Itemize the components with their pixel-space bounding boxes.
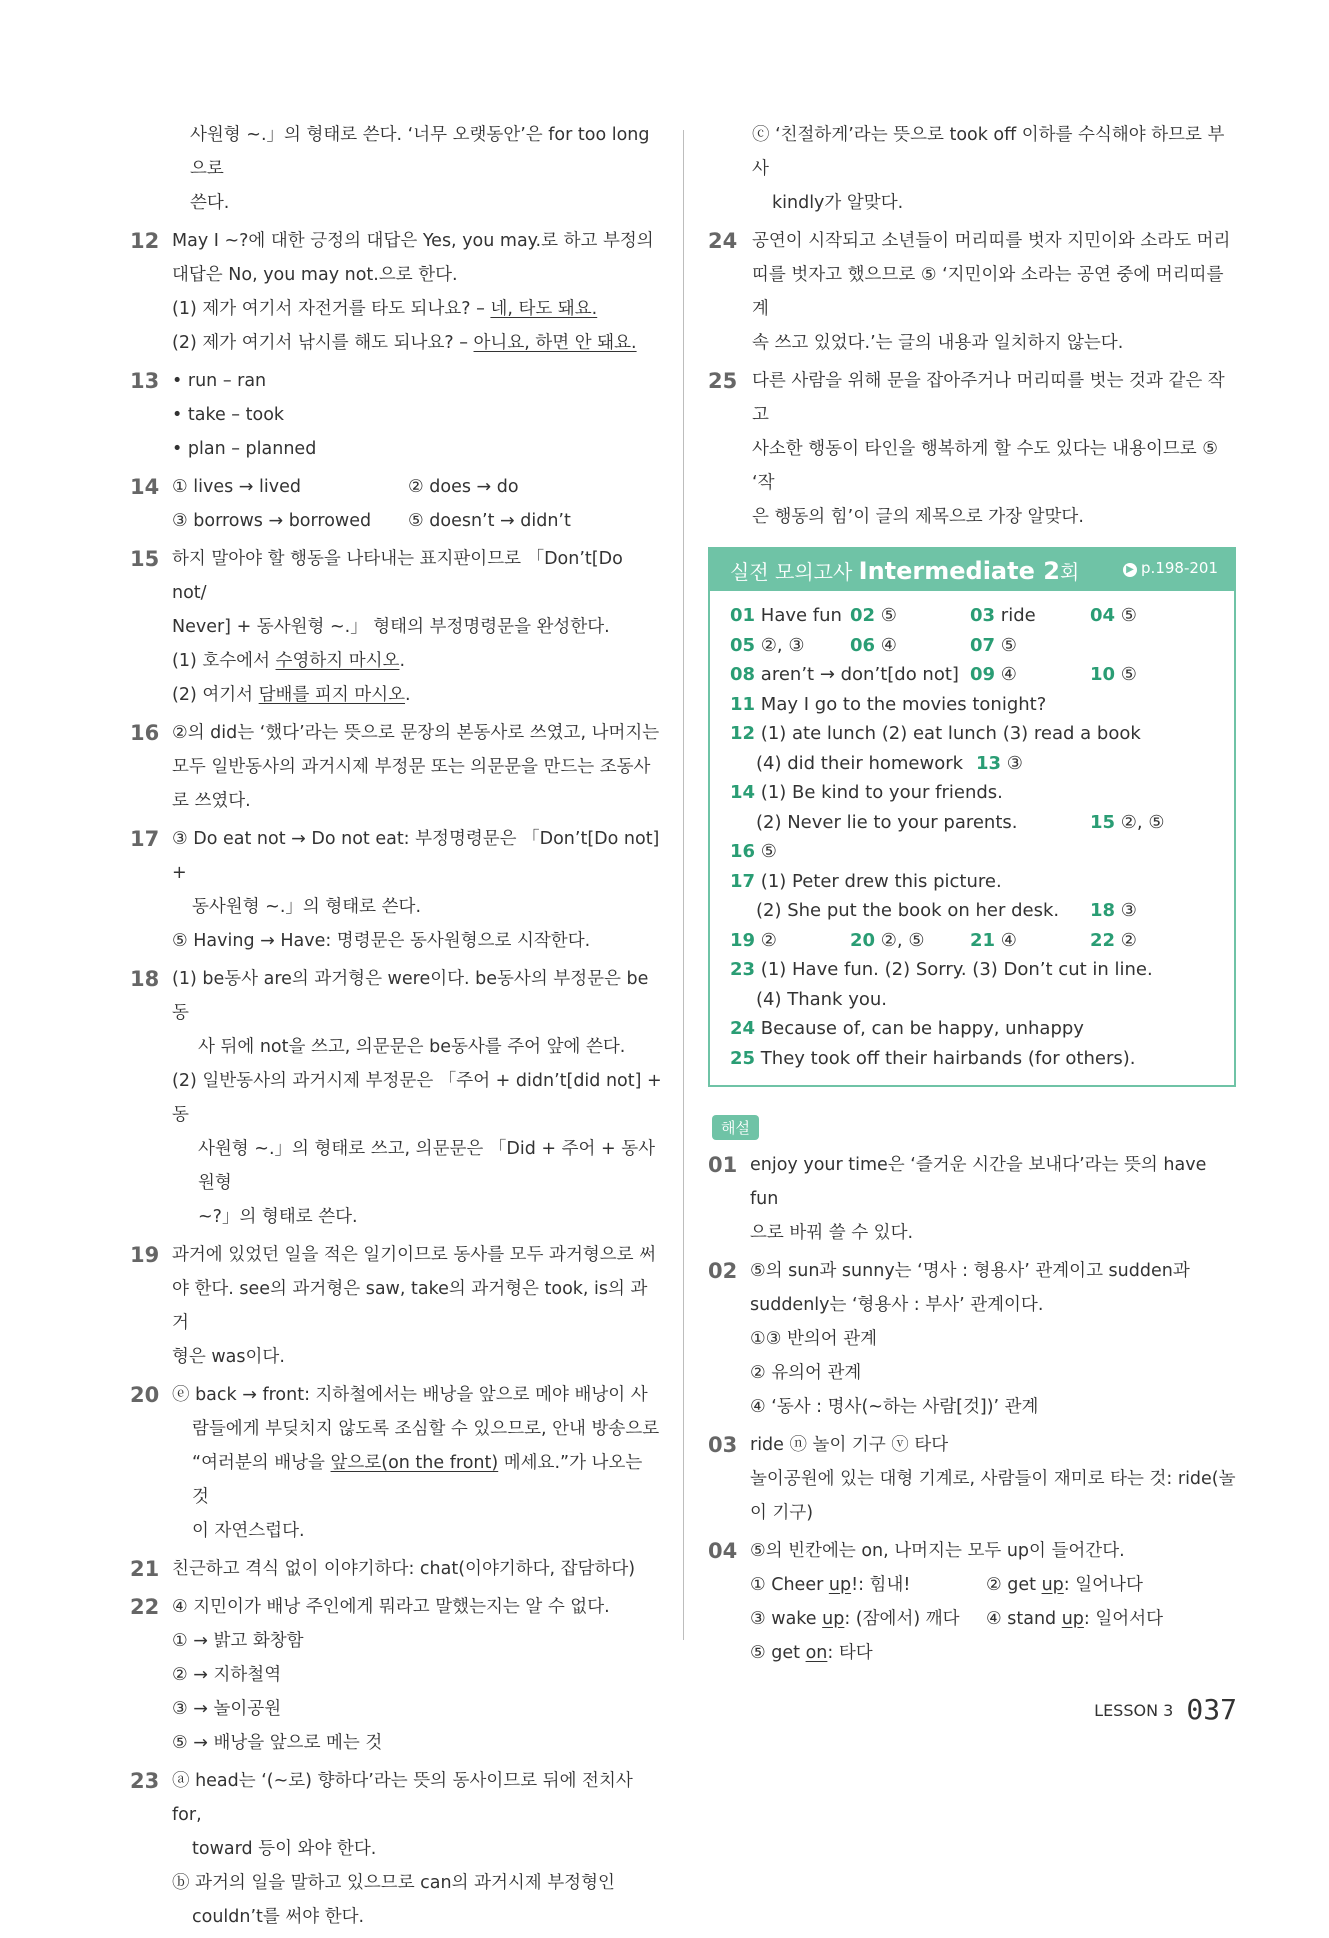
question-number: 24 <box>708 229 738 253</box>
answer-row: 24 Because of, can be happy, unhappy <box>730 1018 1084 1039</box>
answer-row: 23 (1) Have fun. (2) Sorry. (3) Don’t cut in line. <box>730 959 1153 980</box>
question-number: 16 <box>130 721 160 745</box>
answer-row: (4) did their homework 13 ③ <box>756 752 1023 774</box>
question-14: 14 ① lives → lived ② does → do ③ borrows → borrowed ⑤ doesn’t → didn’t <box>130 470 662 538</box>
answer-row: 17 (1) Peter drew this picture. <box>730 870 1002 892</box>
question-24: 24 공연이 시작되고 소년들이 머리띠를 벗자 지민이와 소라도 머리 띠를 벗자고 했으므로 ⑤ ‘지민이와 소라는 공연 중에 머리띠를 계 속 쓰고 있었다.’는 글의 내용과 일치하지 않는다. <box>708 224 1238 360</box>
answer-row: 14 (1) Be kind to your friends. <box>730 782 1003 803</box>
question-number: 17 <box>130 827 160 851</box>
question-25: 25 다른 사람을 위해 문을 잡아주거나 머리띠를 벗는 것과 같은 작고 사소한 행동이 타인을 행복하게 할 수도 있다는 내용이므로 ⑤ ‘작 은 행동의 힘’이 글의 제목으로 가장 알맞다. <box>708 364 1238 534</box>
answer-row: 19 ② 20 ②, ⑤ 21 ④ 22 ② <box>730 929 1137 951</box>
answer-key-list <box>730 601 1230 1073</box>
question-number: 04 <box>708 1539 738 1563</box>
continued-text: 사원형 ~.」의 형태로 쓴다. ‘너무 오랫동안’은 for too long으로 쓴다. <box>190 125 650 213</box>
continued-text: ⓒ ‘친절하게’라는 뜻으로 took off 이하를 수식해야 하므로 부사 kindly가 알맞다. <box>752 125 1225 213</box>
answer-key-title: 실전 모의고사 Intermediate 2회 <box>730 557 1080 585</box>
question-number: 20 <box>130 1383 160 1407</box>
question-13: 13 • run – ran • take – took • plan – planned <box>130 364 662 466</box>
answer-row: 16 ⑤ <box>730 841 777 862</box>
question-15: 15 하지 말아야 할 행동을 나타내는 표지판이므로 「Don’t[Do not/ Never] + 동사원형 ~.」 형태의 부정명령문을 완성한다. (1) 호수에서 수영하지 마시오. (2) 여기서 담배를 피지 마시오. <box>130 542 662 712</box>
question-number: 01 <box>708 1153 738 1177</box>
question-21: 21 친근하고 격식 없이 이야기하다: chat(이야기하다, 잡담하다) <box>130 1552 662 1586</box>
explanation-01: 01 enjoy your time은 ‘즐거운 시간을 보내다’라는 뜻의 have fun 으로 바꿔 쓸 수 있다. <box>708 1148 1238 1250</box>
explanation-02: 02 ⑤의 sun과 sunny는 ‘명사 : 형용사’ 관계이고 sudden과 suddenly는 ‘형용사 : 부사’ 관계이다. ①③ 반의어 관계 ② 유의어 관계 ④ ‘동사 : 명사(~하는 사람[것])’ 관계 <box>708 1254 1238 1424</box>
answer-row: 08 aren’t → don’t[do not] 09 ④ 10 ⑤ <box>730 664 1137 685</box>
explanations <box>708 1148 1238 1674</box>
page-footer <box>1094 1693 1237 1726</box>
question-number: 23 <box>130 1769 160 1793</box>
answer-row: 12 (1) ate lunch (2) eat lunch (3) read a book <box>730 723 1141 744</box>
answer-row: 01 Have fun 02 ⑤ 03 ride 04 ⑤ <box>730 605 1137 626</box>
question-20: 20 ⓔ back → front: 지하철에서는 배낭을 앞으로 메야 배낭이 사 람들에게 부딪치지 않도록 조심할 수 있으므로, 안내 방송으로 “여러분의 배낭을 앞으로(on the front) 메세요.”가 나오는 것 이 자연스럽다. <box>130 1378 662 1548</box>
question-number: 15 <box>130 547 160 571</box>
explanation-03: 03 ride ⓝ 놀이 기구 ⓥ 타다 놀이공원에 있는 대형 기계로, 사람들이 재미로 타는 것: ride(놀 이 기구) <box>708 1428 1238 1530</box>
question-number: 22 <box>130 1595 160 1619</box>
question-number: 18 <box>130 967 160 991</box>
right-column <box>708 118 1238 538</box>
left-column <box>130 118 662 1938</box>
question-22: 22 ④ 지민이가 배낭 주인에게 뭐라고 말했는지는 알 수 없다. ① → 밝고 화창함 ② → 지하철역 ③ → 놀이공원 ⑤ → 배낭을 앞으로 메는 것 <box>130 1590 662 1760</box>
question-19: 19 과거에 있었던 일을 적은 일기이므로 동사를 모두 과거형으로 써 야 한다. see의 과거형은 saw, take의 과거형은 took, is의 과거 형은 was이다. <box>130 1238 662 1374</box>
question-12: 12 May I ~?에 대한 긍정의 대답은 Yes, you may.로 하고 부정의 대답은 No, you may not.으로 한다. (1) 제가 여기서 자전거를 타도 되나요? – 네, 타도 돼요. (2) 제가 여기서 낚시를 해도 되나요? – 아니요, 하면 안 돼요. <box>130 224 662 360</box>
column-divider <box>683 130 684 1640</box>
answer-row: (2) She put the book on her desk. 18 ③ <box>756 900 1137 921</box>
answer-row: (4) Thank you. <box>756 988 888 1010</box>
question-number: 02 <box>708 1259 738 1283</box>
question-16: 16 ②의 did는 ‘했다’라는 뜻으로 문장의 본동사로 쓰였고, 나머지는 모두 일반동사의 과거시제 부정문 또는 의문문을 만드는 조동사 로 쓰였다. <box>130 716 662 818</box>
question-number: 19 <box>130 1243 160 1267</box>
question-number: 03 <box>708 1433 738 1457</box>
question-number: 21 <box>130 1557 160 1581</box>
answer-key-header <box>708 547 1236 591</box>
page-reference: ▶ p.198-201 <box>1123 559 1218 577</box>
arrow-right-icon: ▶ <box>1123 563 1137 577</box>
page-number: 037 <box>1186 1693 1237 1726</box>
lesson-label: LESSON 3 <box>1094 1701 1174 1720</box>
question-number: 14 <box>130 475 160 499</box>
question-17: 17 ③ Do eat not → Do not eat: 부정명령문은 「Don’t[Do not] + 동사원형 ~.」의 형태로 쓴다. ⑤ Having → Have: 명령문은 동사원형으로 시작한다. <box>130 822 662 958</box>
explanation-label: 해설 <box>712 1115 759 1140</box>
question-number: 25 <box>708 369 738 393</box>
question-number: 12 <box>130 229 160 253</box>
explanation-04: 04 ⑤의 빈칸에는 on, 나머지는 모두 up이 들어간다. ① Cheer up!: 힘내! ② get up: 일어나다 ③ wake up: (잠에서) 깨다 ④ stand up: 일어서다 ⑤ get on: 타다 <box>708 1534 1238 1670</box>
answer-row: 25 They took off their hairbands (for others). <box>730 1047 1136 1069</box>
question-number: 13 <box>130 369 160 393</box>
answer-row: (2) Never lie to your parents. 15 ②, ⑤ <box>756 811 1165 833</box>
question-18: 18 (1) be동사 are의 과거형은 were이다. be동사의 부정문은 be동 사 뒤에 not을 쓰고, 의문문은 be동사를 주어 앞에 쓴다. (2) 일반동사의 과거시제 부정문은 「주어 + didn’t[did not] + 동 사원형 ~.」의 형태로 쓰고, 의문문은 「Did + 주어 + 동사원형 ~?」의 형태로 쓴다. <box>130 962 662 1234</box>
answer-row: 11 May I go to the movies tonight? <box>730 693 1047 715</box>
question-23: 23 ⓐ head는 ‘(~로) 향하다’라는 뜻의 동사이므로 뒤에 전치사 for, toward 등이 와야 한다. ⓑ 과거의 일을 말하고 있으므로 can의 과거시제 부정형인 couldn’t를 써야 한다. <box>130 1764 662 1934</box>
answer-row: 05 ②, ③ 06 ④ 07 ⑤ <box>730 634 1017 656</box>
